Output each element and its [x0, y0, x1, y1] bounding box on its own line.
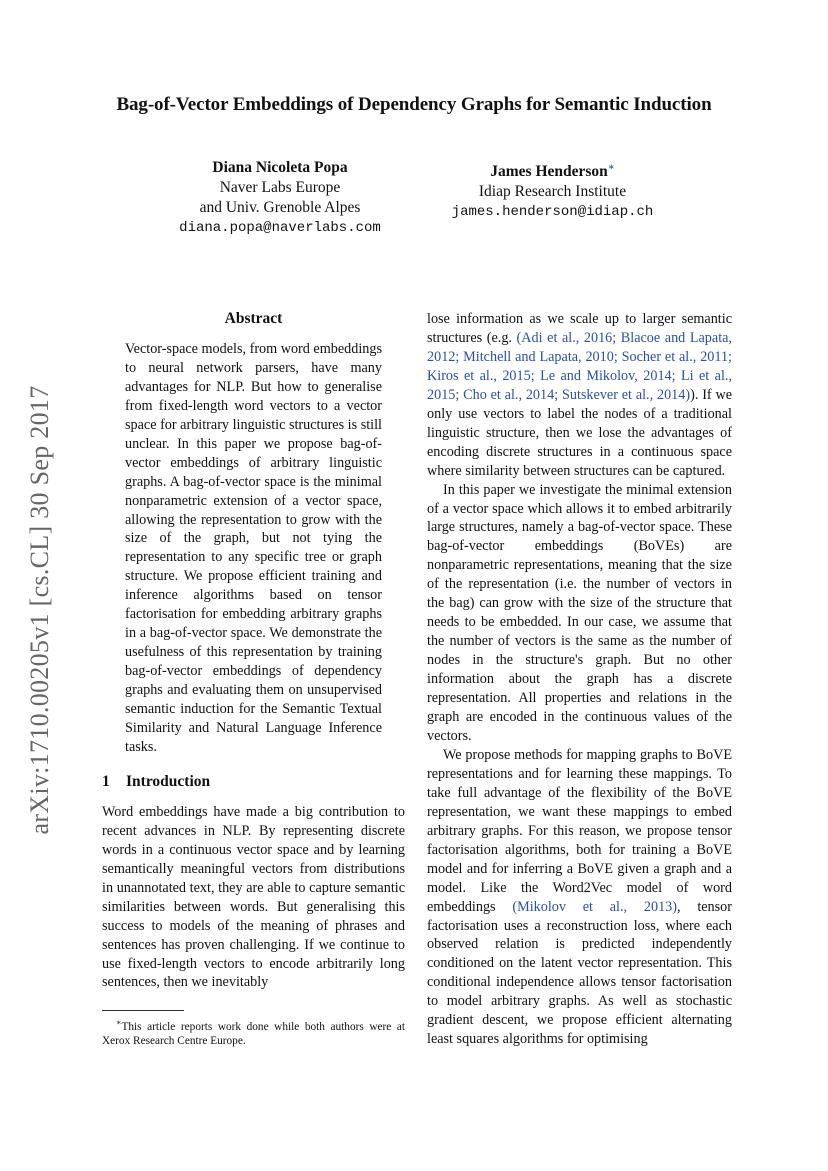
- paper-title: Bag-of-Vector Embeddings of Dependency Graphs for Semantic Induction: [116, 94, 712, 115]
- author-email: diana.popa@naverlabs.com: [179, 220, 381, 236]
- left-column: [102, 310, 405, 1048]
- section-title: Introduction: [126, 772, 211, 790]
- text-run: lose information as we scale up to larger semantic structures (e.g.: [427, 311, 732, 346]
- footnote: [102, 1016, 405, 1048]
- citation-link[interactable]: (Mikolov et al., 2013): [512, 898, 677, 915]
- intro-paragraph: Word embeddings have made a big contribution to recent advances in NLP. By representing discrete words in a continuous vector space and by learning semantically meaningful vectors from distributions in unannotated text, they are able to capture semantic similarities between words. But generalising this success to models of the meaning of phrases and sentences has proven challenging. If we continue to use fixed-length vectors to encode arbitrarily long sentences, then we inevitably: [102, 803, 405, 991]
- footnote-text: This article reports work done while both authors were at Xerox Research Centre Europe.: [102, 1021, 405, 1048]
- citation-link[interactable]: (Adi et al., 2016; Blacoe and Lapata, 2012; Mitchell and Lapata, 2010; Socher et al., 2011; Kiros et al., 2015; Le and Mikolov, 2014; Li et al., 2015; Cho et al., 2014; Sutskever et al., 2014): [427, 329, 732, 403]
- author-email: james.henderson@idiap.ch: [451, 204, 654, 221]
- paragraph: [427, 746, 732, 1049]
- author-name: Diana Nicoleta Popa: [212, 159, 348, 176]
- arxiv-stamp: [22, 365, 58, 855]
- abstract-text: Vector-space models, from word embeddings to neural network parsers, have many advantages for NLP. But how to generalise from fixed-length word vectors to a vector space for arbitrary linguistic structures is still unclear. In this paper we propose bag-of-vector embeddings of arbitrary linguistic graphs. A bag-of-vector space is the minimal nonparametric extension of a vector space, allowing the representation to grow with the size of the graph, but not tying the representation to any specific tree or graph structure. We propose efficient training and inference algorithms based on tensor factorisation for embedding arbitrary graphs in a bag-of-vector space. We demonstrate the usefulness of this representation by training bag-of-vector embeddings of dependency graphs and evaluating them on unsupervised semantic induction for the Semantic Textual Similarity and Natural Language Inference tasks.: [125, 340, 382, 755]
- abstract-heading: Abstract: [224, 310, 283, 327]
- text-run: ). If we only use vectors to label the nodes of a traditional linguistic structure, then we lose the advantages of encoding discrete structures in a continuous space where similarity between structures can be captured.: [427, 386, 733, 479]
- author-affiliation: Naver Labs Europe: [219, 179, 341, 196]
- paragraph-continued: [427, 310, 732, 481]
- text-run: We propose methods for mapping graphs to BoVE representations and for learning these mappings. To take full advantage of the flexibility of the BoVE representation, we want these mappings to embed arbitrary graphs. For this reason, we propose tensor factorisation algorithms, both for training a BoVE model and for inferring a BoVE given a graph and a model. Like the Word2Vec model of word embeddings: [427, 746, 732, 915]
- author-affiliation: Idiap Research Institute: [478, 183, 627, 201]
- author-name: James Henderson: [490, 163, 608, 181]
- author-block-popa: [155, 158, 405, 238]
- author-block-henderson: [425, 158, 680, 222]
- footnote-marker: ∗: [116, 1018, 122, 1028]
- right-column: [427, 310, 732, 1049]
- text-run: , tensor factorisation uses a reconstruction loss, where each observed relation is predicted independently conditioned on the latent vector representation. This conditional independence allows tensor factorisation to model arbitrary graphs. As well as stochastic gradient descent, we propose efficient alternating least squares algorithms for optimising: [427, 898, 732, 1048]
- section-heading-introduction: [102, 773, 405, 792]
- section-number: 1: [102, 772, 110, 790]
- author-footnote-marker[interactable]: ∗: [607, 162, 615, 173]
- author-name-line: [425, 158, 680, 182]
- author-affiliation: and Univ. Grenoble Alpes: [199, 199, 361, 216]
- arxiv-id-text: arXiv:1710.00205v1 [cs.CL] 30 Sep 2017: [25, 385, 54, 835]
- footnote-rule: [102, 1010, 184, 1011]
- paragraph: In this paper we investigate the minimal extension of a vector space which allows it to embed arbitrarily large structures, namely a bag-of-vector space. These bag-of-vector embeddings (BoVEs) are nonparametric representations, meaning that the size of the representation (i.e. the number of vectors in the bag) can grow with the size of the structure that needs to be embedded. In our case, we assume that the number of vectors is the same as the number of nodes in the structure's graph. But no other information about the graph has a discrete representation. All properties and relations in the graph are encoded in the continuous values of the vectors.: [427, 481, 732, 744]
